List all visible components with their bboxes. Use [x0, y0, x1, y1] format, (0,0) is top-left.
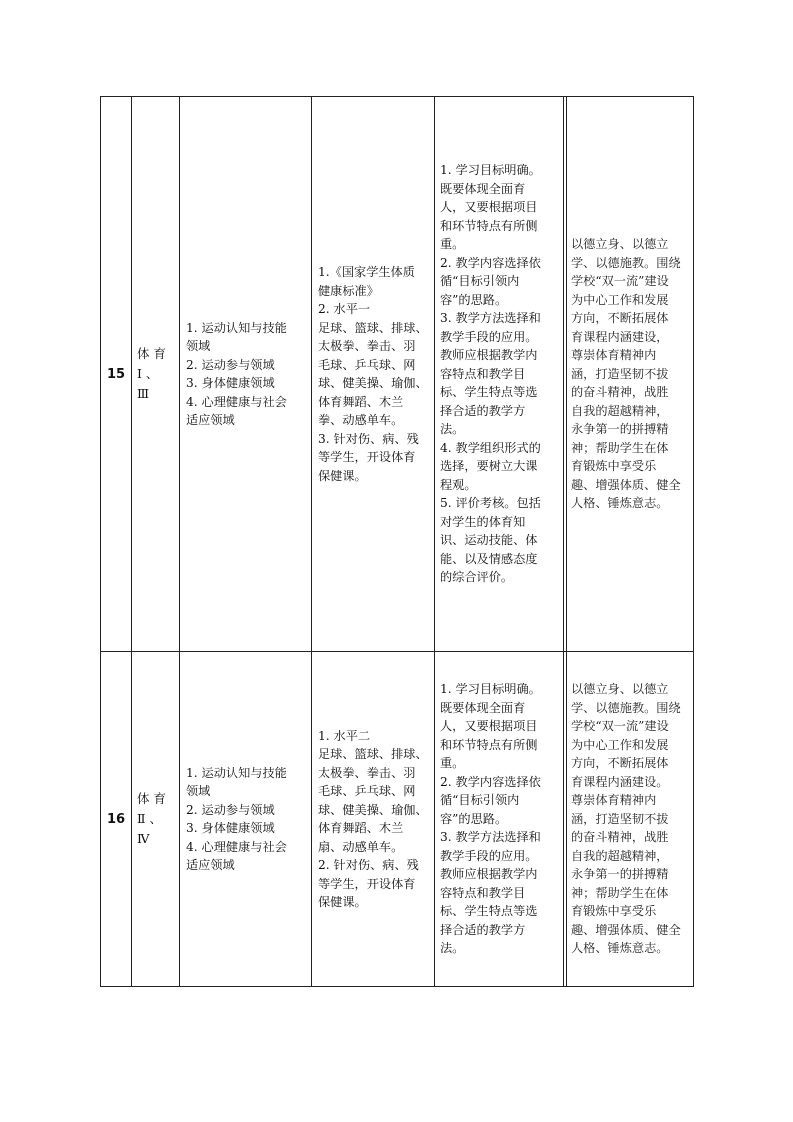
text-line: 4. 心理健康与社会: [186, 839, 287, 854]
text-line: 1. 水平二: [318, 728, 371, 743]
text-line: 领域: [186, 339, 211, 353]
course-table: [100, 96, 694, 987]
text-line: 球、健美操、瑜伽、: [318, 802, 428, 817]
ideological-elements: [571, 680, 681, 958]
text-line: 毛球、乒乓球、网: [318, 784, 416, 798]
ideology-cell: [566, 97, 693, 651]
text-line: 太极拳、拳击、羽: [318, 765, 416, 780]
text-line: 2. 教学内容选择依: [440, 255, 541, 270]
text-line: 等学生，开设体育: [318, 876, 416, 891]
text-line: 太极拳、拳击、羽: [318, 339, 416, 353]
text-line: 学校“双一流”建设: [571, 719, 669, 734]
text-line: 择合适的教学方: [440, 922, 526, 937]
row-number: 16: [106, 811, 126, 827]
text-line: 的奋斗精神，战胜: [571, 385, 669, 400]
text-line: 等学生，开设体育: [318, 450, 416, 464]
text-line: 涵，打造坚韧不拔: [571, 811, 669, 826]
text-line: 1. 运动认知与技能: [186, 765, 287, 780]
text-line: 和环节特点有所侧: [440, 737, 538, 752]
course-content-cell: [311, 652, 434, 986]
text-line: 3. 针对伤、病、残: [318, 431, 419, 446]
text-line: 永争第一的拼搏精: [571, 422, 669, 437]
text-line: 循“目标引领内: [440, 793, 520, 808]
text-line: 择合适的教学方: [440, 403, 526, 418]
text-line: 神；帮助学生在体: [571, 440, 669, 455]
text-line: 以德立身、以德立: [571, 237, 669, 252]
text-line: 2. 教学内容选择依: [440, 774, 541, 789]
text-line: 学、以德施教。围绕: [571, 255, 681, 270]
text-line: 识、运动技能、体: [440, 533, 538, 548]
text-line: 球、健美操、瑜伽、: [318, 376, 428, 390]
text-line: 1.《国家学生体质: [318, 265, 415, 279]
table-row: [101, 651, 693, 986]
text-line: 体育舞蹈、木兰: [318, 394, 404, 409]
teaching-requirements: [440, 161, 541, 587]
text-line: 3. 教学方法选择和: [440, 311, 541, 326]
text-line: 自我的超越精神，: [571, 403, 669, 418]
text-line: 自我的超越精神，: [571, 848, 669, 863]
text-line: 容”的思路。: [440, 292, 508, 307]
text-line: 和环节特点有所侧: [440, 218, 538, 233]
ideological-elements: [571, 235, 681, 513]
text-line: 1. 学习目标明确。: [440, 682, 541, 697]
text-line: 足球、篮球、排球、: [318, 747, 428, 761]
text-line: 选择，要树立大课: [440, 459, 538, 474]
text-line: 的综合评价。: [440, 570, 514, 585]
text-line: 5. 评价考核。包括: [440, 496, 541, 511]
text-line: 保健课。: [318, 895, 367, 909]
text-line: 领域: [186, 784, 211, 798]
row-number-cell: [101, 97, 131, 651]
text-line: 人，又要根据项目: [440, 200, 538, 215]
text-line: 为中心工作和发展: [571, 737, 669, 752]
text-line: 3. 身体健康领域: [186, 376, 275, 390]
text-line: 标、学生特点等选: [440, 385, 538, 400]
course-content: [318, 727, 428, 912]
text-line: 适应领域: [186, 858, 235, 872]
text-line: 既要体现全面育: [440, 700, 526, 715]
text-line: 保健课。: [318, 468, 367, 483]
text-line: 2. 运动参与领域: [186, 802, 275, 817]
text-line: 扇、动感单车。: [318, 839, 404, 854]
text-line: 健康标准》: [318, 283, 379, 298]
text-line: 教师应根据教学内: [440, 867, 538, 882]
text-line: 人格、锤炼意志。: [571, 496, 669, 511]
text-line: 拳、动感单车。: [318, 413, 404, 427]
text-line: 重。: [440, 756, 465, 771]
text-line: 容特点和教学目: [440, 885, 526, 900]
text-line: 2. 水平一: [318, 302, 371, 316]
text-line: 趣、增强体质、健全: [571, 922, 681, 937]
double-rule: [563, 652, 564, 986]
text-line: 2. 运动参与领域: [186, 357, 275, 372]
text-line: 涵，打造坚韧不拔: [571, 366, 669, 381]
text-line: 教学手段的应用。: [440, 848, 538, 863]
text-line: 法。: [440, 941, 465, 956]
text-line: 永争第一的拼搏精: [571, 867, 669, 882]
text-line: 4. 心理健康与社会: [186, 394, 287, 409]
text-line: 程观。: [440, 477, 477, 492]
course-content: [318, 263, 428, 485]
text-line: 人，又要根据项目: [440, 719, 538, 734]
text-line: 4. 教学组织形式的: [440, 440, 541, 455]
course-name-line: Ⅲ: [137, 386, 150, 401]
table-row: [101, 97, 693, 651]
text-line: 以德立身、以德立: [571, 682, 669, 697]
course-goals-cell: [179, 97, 311, 651]
text-line: 3. 教学方法选择和: [440, 830, 541, 845]
course-goals: [186, 319, 287, 430]
text-line: 神；帮助学生在体: [571, 885, 669, 900]
text-line: 育锻炼中享受乐: [571, 904, 657, 919]
text-line: 方向，不断拓展体: [571, 311, 669, 326]
text-line: 方向，不断拓展体: [571, 756, 669, 771]
text-line: 循“目标引领内: [440, 274, 520, 289]
course-name-line: Ⅰ 、: [137, 366, 159, 381]
text-line: 育锻炼中享受乐: [571, 459, 657, 474]
course-name-cell: [131, 652, 179, 986]
text-line: 3. 身体健康领域: [186, 821, 275, 835]
text-line: 学、以德施教。围绕: [571, 700, 681, 715]
teaching-requirements-cell: [434, 97, 566, 651]
course-name-line: Ⅳ: [137, 831, 150, 846]
course-goals: [186, 764, 287, 875]
course-name-line: 体 育: [137, 346, 166, 361]
text-line: 教学手段的应用。: [440, 329, 538, 344]
ideology-cell: [566, 652, 693, 986]
text-line: 对学生的体育知: [440, 514, 526, 529]
course-name-line: Ⅱ 、: [137, 811, 162, 826]
text-line: 足球、篮球、排球、: [318, 320, 428, 335]
text-line: 标、学生特点等选: [440, 904, 538, 919]
text-line: 育课程内涵建设。: [571, 774, 669, 789]
course-name-cell: [131, 97, 179, 651]
teaching-requirements: [440, 680, 541, 958]
course-name-line: 体 育: [137, 791, 166, 806]
text-line: 适应领域: [186, 413, 235, 427]
text-line: 毛球、乒乓球、网: [318, 357, 416, 372]
text-line: 人格、锤炼意志。: [571, 941, 669, 956]
text-line: 1. 学习目标明确。: [440, 163, 541, 178]
text-line: 能、以及情感态度: [440, 551, 538, 566]
text-line: 教师应根据教学内: [440, 348, 538, 363]
text-line: 学校“双一流”建设: [571, 274, 669, 289]
course-content-cell: [311, 97, 434, 651]
text-line: 重。: [440, 237, 465, 252]
text-line: 1. 运动认知与技能: [186, 320, 287, 335]
text-line: 为中心工作和发展: [571, 292, 669, 307]
text-line: 育课程内涵建设，: [571, 329, 669, 344]
teaching-requirements-cell: [434, 652, 566, 986]
text-line: 体育舞蹈、木兰: [318, 821, 404, 835]
text-line: 既要体现全面育: [440, 181, 526, 196]
text-line: 2. 针对伤、病、残: [318, 858, 419, 872]
text-line: 容”的思路。: [440, 811, 508, 826]
row-number: 15: [106, 366, 126, 382]
double-rule: [563, 97, 564, 651]
course-goals-cell: [179, 652, 311, 986]
row-number-cell: [101, 652, 131, 986]
text-line: 法。: [440, 422, 465, 437]
text-line: 容特点和教学目: [440, 366, 526, 381]
text-line: 尊崇体育精神内: [571, 348, 657, 363]
text-line: 趣、增强体质、健全: [571, 477, 681, 492]
text-line: 的奋斗精神，战胜: [571, 830, 669, 845]
text-line: 尊崇体育精神内: [571, 793, 657, 808]
